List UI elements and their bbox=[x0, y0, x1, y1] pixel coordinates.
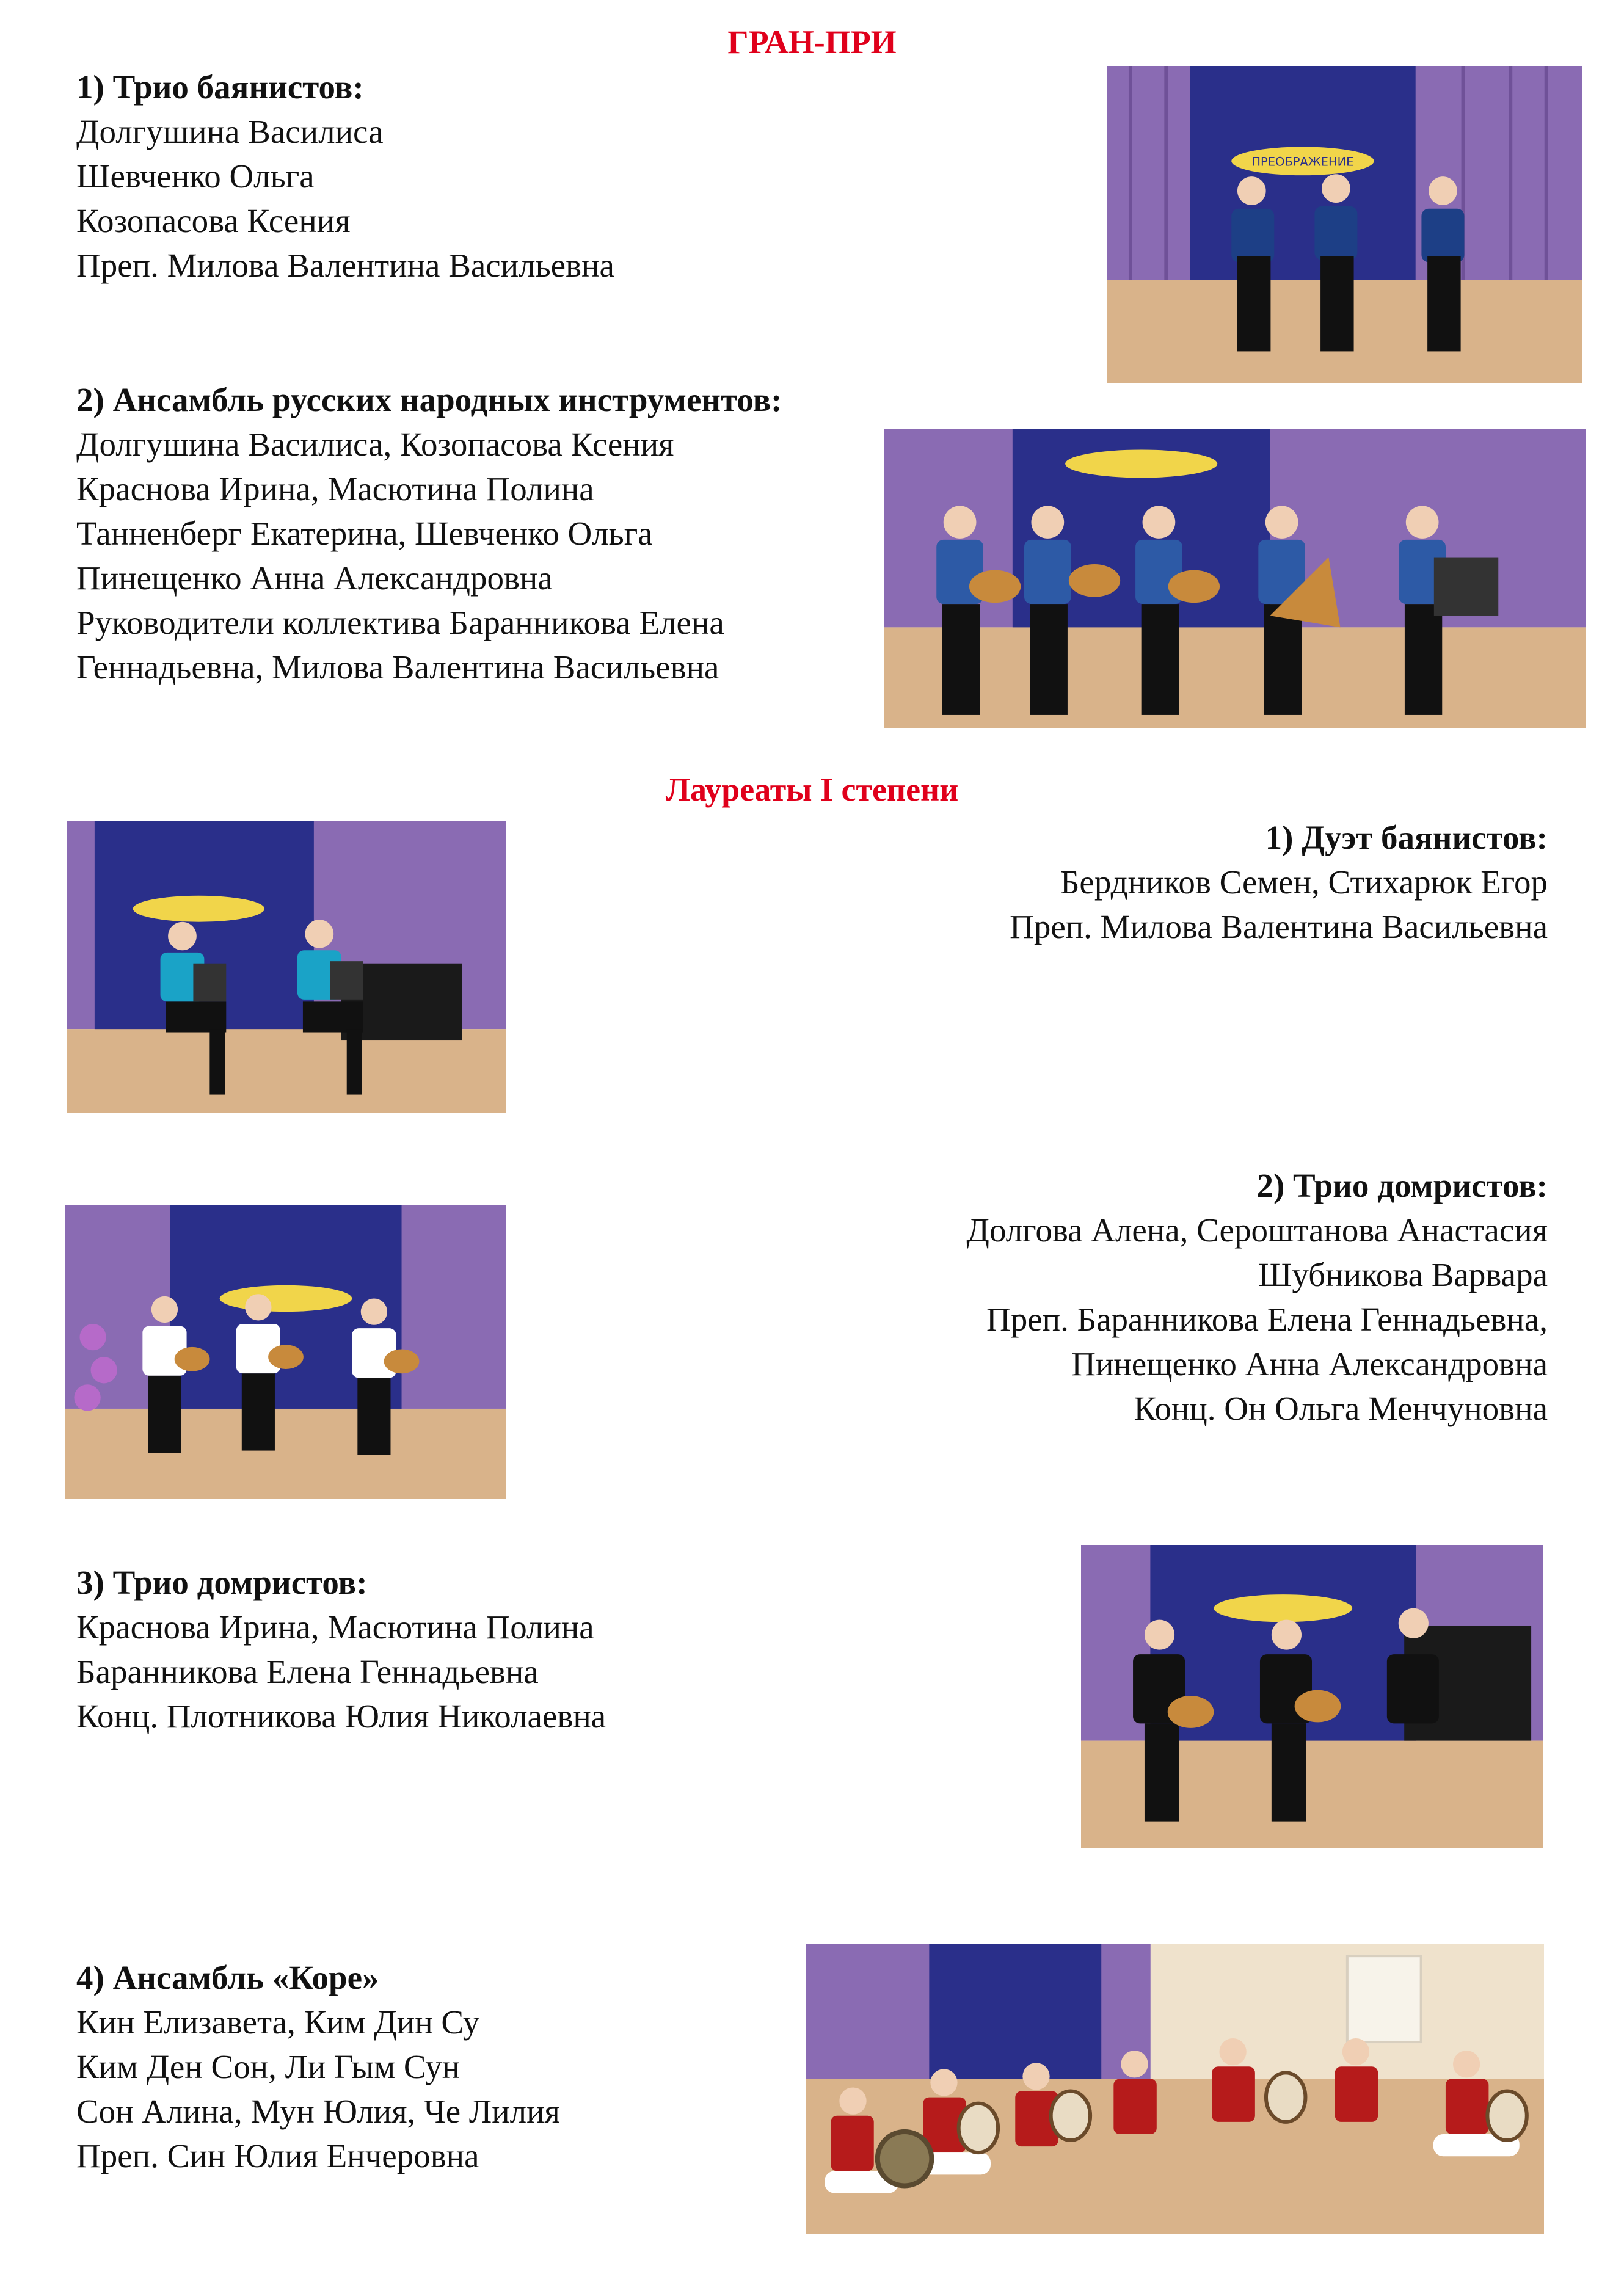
text-line: Преп. Син Юлия Енчеровна bbox=[76, 2137, 479, 2174]
text-line: Долгушина Василиса, Козопасова Ксения bbox=[76, 426, 674, 463]
section-title: 1) Трио баянистов: bbox=[76, 68, 364, 106]
photo-trio-accordion bbox=[1107, 66, 1582, 383]
text-line: Краснова Ирина, Масютина Полина bbox=[76, 470, 594, 507]
text-line: Конц. Плотникова Юлия Николаевна bbox=[76, 1698, 606, 1735]
section-title: 3) Трио домристов: bbox=[76, 1564, 368, 1601]
text-line: Шубникова Варвара bbox=[1258, 1256, 1548, 1293]
heading-grand-prix: ГРАН-ПРИ bbox=[727, 24, 897, 60]
text-line: Сон Алина, Мун Юлия, Че Лилия bbox=[76, 2093, 560, 2130]
section-title: 2) Трио домристов: bbox=[1256, 1167, 1548, 1204]
section-gp2 bbox=[76, 377, 782, 689]
text-line: Преп. Баранникова Елена Геннадьевна, bbox=[986, 1301, 1548, 1338]
section-l4 bbox=[76, 1955, 560, 2178]
section-l1 bbox=[1010, 815, 1548, 949]
section-title: 4) Ансамбль «Коре» bbox=[76, 1959, 379, 1996]
text-line: Бердников Семен, Стихарюк Егор bbox=[1060, 863, 1548, 901]
photo-accordion-duet bbox=[67, 821, 506, 1113]
text-line: Пинещенко Анна Александровна bbox=[1071, 1345, 1548, 1382]
section-l2 bbox=[966, 1163, 1548, 1431]
text-line: Конц. Он Ольга Менчуновна bbox=[1134, 1390, 1548, 1427]
text-line: Долгушина Василиса bbox=[76, 113, 384, 150]
text-line: Геннадьевна, Милова Валентина Васильевна bbox=[76, 648, 719, 686]
photo-domra-trio-1 bbox=[65, 1205, 506, 1499]
text-line: Шевченко Ольга bbox=[76, 158, 315, 195]
text-line: Преп. Милова Валентина Васильевна bbox=[76, 247, 614, 284]
heading-laureates: Лауреаты I степени bbox=[665, 771, 959, 808]
svg-text:ПРЕОБРАЖЕНИЕ: ПРЕОБРАЖЕНИЕ bbox=[1251, 154, 1354, 169]
text-line: Козопасова Ксения bbox=[76, 202, 351, 239]
text-line: Ким Ден Сон, Ли Гым Сун bbox=[76, 2048, 461, 2085]
section-title: 1) Дуэт баянистов: bbox=[1265, 819, 1548, 856]
photo-domra-trio-2 bbox=[1081, 1545, 1543, 1848]
text-line: Пинещенко Анна Александровна bbox=[76, 559, 553, 597]
text-line: Руководители коллектива Баранникова Елена bbox=[76, 604, 724, 641]
text-line: Краснова Ирина, Масютина Полина bbox=[76, 1608, 594, 1646]
text-line: Баранникова Елена Геннадьевна bbox=[76, 1653, 539, 1690]
text-line: Долгова Алена, Сероштанова Анастасия bbox=[966, 1212, 1548, 1249]
text-line: Танненберг Екатерина, Шевченко Ольга bbox=[76, 515, 653, 552]
photo-folk-ensemble bbox=[884, 429, 1586, 728]
text-line: Преп. Милова Валентина Васильевна bbox=[1010, 908, 1548, 945]
text-line: Кин Елизавета, Ким Дин Су bbox=[76, 2004, 480, 2041]
section-gp1 bbox=[76, 65, 614, 288]
photo-kore-ensemble bbox=[806, 1944, 1544, 2234]
section-title: 2) Ансамбль русских народных инструментов: bbox=[76, 381, 782, 418]
section-l3 bbox=[76, 1560, 606, 1738]
